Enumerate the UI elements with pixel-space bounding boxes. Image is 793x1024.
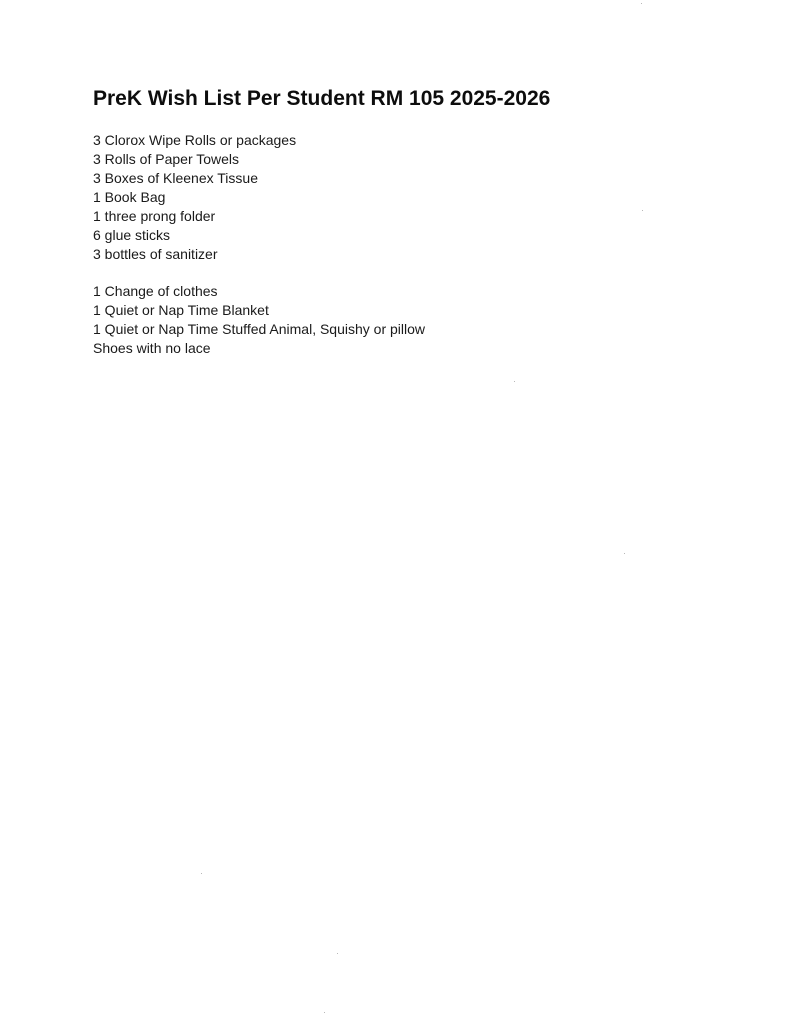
scan-speck <box>201 873 202 874</box>
list-item: 1 Quiet or Nap Time Blanket <box>93 302 269 318</box>
scan-speck <box>641 3 642 4</box>
document-title: PreK Wish List Per Student RM 105 2025-2026 <box>93 87 551 110</box>
scan-speck <box>324 1012 325 1013</box>
list-item: 3 Rolls of Paper Towels <box>93 151 240 167</box>
list-item: Shoes with no lace <box>93 340 211 356</box>
list-item: 3 bottles of sanitizer <box>93 246 218 262</box>
list-item: 3 Clorox Wipe Rolls or packages <box>93 132 297 148</box>
personal-items-list <box>93 282 425 358</box>
list-item: 3 Boxes of Kleenex Tissue <box>93 170 258 186</box>
scan-speck <box>337 953 338 954</box>
scan-speck <box>514 381 515 382</box>
list-item: 1 three prong folder <box>93 208 216 224</box>
supplies-list <box>93 131 296 264</box>
scan-speck <box>624 553 625 554</box>
list-item: 1 Quiet or Nap Time Stuffed Animal, Squishy or pillow <box>93 321 426 337</box>
list-item: 6 glue sticks <box>93 227 171 243</box>
list-item: 1 Change of clothes <box>93 283 218 299</box>
list-item: 1 Book Bag <box>93 189 166 205</box>
scan-speck <box>642 210 643 211</box>
